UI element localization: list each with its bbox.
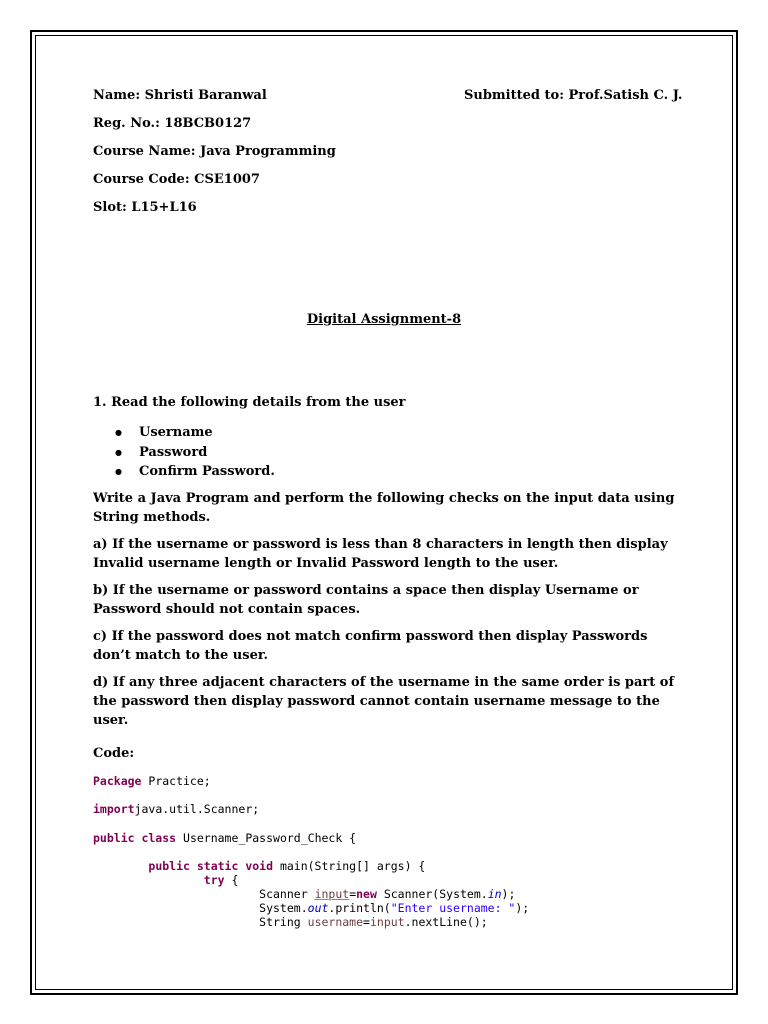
check-c: c) If the password does not match confirm password then display Passwords don’t match to the user. [93,629,648,663]
document-title: Digital Assignment-8 [306,312,462,327]
list-item: ● Password [93,443,275,463]
check-d: d) If any three adjacent characters of the username in the same order is part of the password then display password cannot contain username message to the user. [93,675,675,728]
reg-no: Reg. No.: 18BCB0127 [93,116,252,131]
student-name: Name: Shristi Baranwal [93,88,267,103]
list-item: ● Confirm Password. [93,462,275,482]
code-line-import: importjava.util.Scanner; [93,802,260,816]
slot: Slot: L15+L16 [93,200,197,215]
check-a: a) If the username or password is less than 8 characters in length then display Invalid username length or Invalid Password length to the user. [93,537,668,571]
question-intro: 1. Read the following details from the user [93,395,406,410]
code-line-class: public class Username_Password_Check { [93,831,357,845]
course-code: Course Code: CSE1007 [93,172,260,187]
code-line-try: try { [203,873,239,887]
list-item: ● Username [93,423,275,443]
check-b: b) If the username or password contains a space then display Username or Password should not contain spaces. [93,583,639,617]
code-line-package: Package Practice; [93,774,211,788]
code-line-username: String username=input.nextLine(); [93,915,488,929]
input-field-list [93,423,275,482]
code-line-println: System.out.println("Enter username: "); [93,901,530,915]
course-name: Course Name: Java Programming [93,144,336,159]
code-label: Code: [93,746,135,761]
code-line-main: public static void main(String[] args) { [148,859,426,873]
code-line-scanner: Scanner input=new Scanner(System.in); [93,887,516,901]
instruction-paragraph: Write a Java Program and perform the following checks on the input data using String methods. [93,491,675,525]
submitted-to: Submitted to: Prof.Satish C. J. [464,88,683,103]
